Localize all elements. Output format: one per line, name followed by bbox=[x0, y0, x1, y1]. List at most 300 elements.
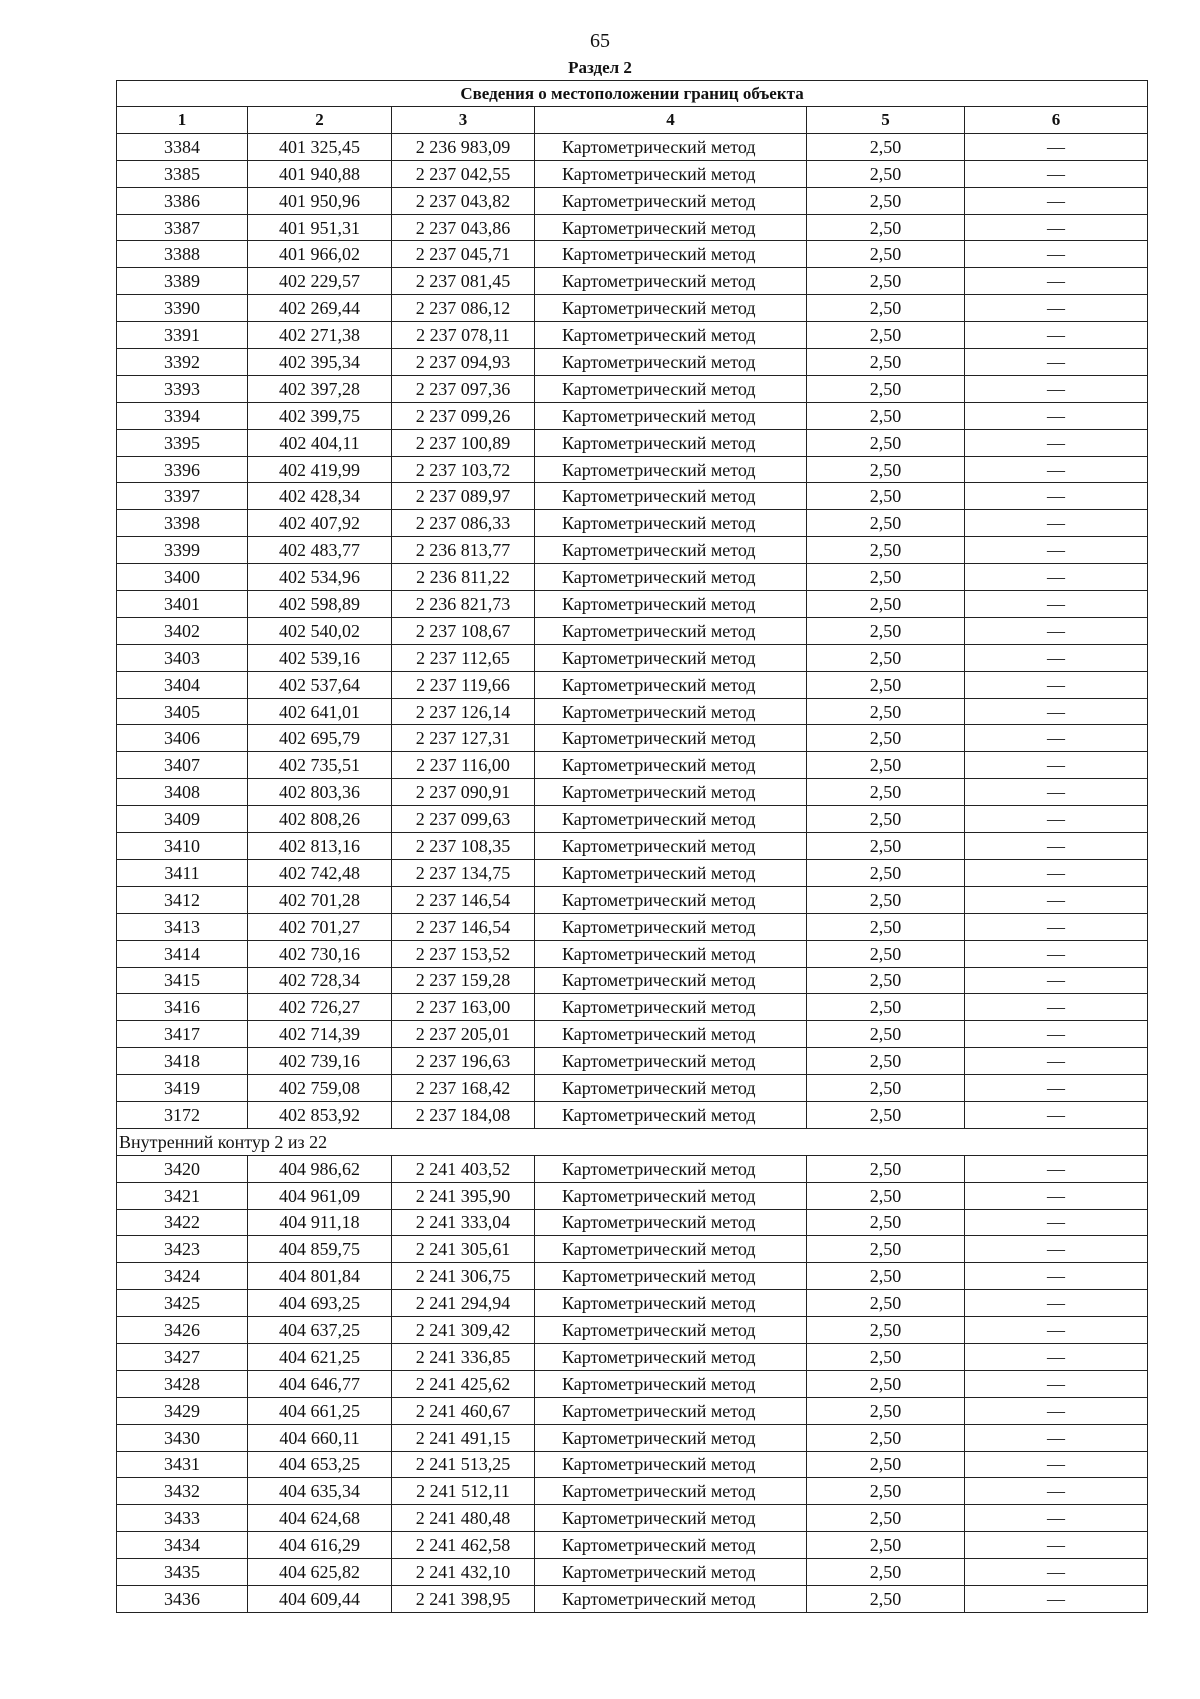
description-cell: — bbox=[965, 1451, 1148, 1478]
y-coordinate-cell: 2 241 398,95 bbox=[392, 1585, 535, 1612]
description-cell: — bbox=[965, 859, 1148, 886]
description-cell: — bbox=[965, 1021, 1148, 1048]
table-row bbox=[117, 913, 1148, 940]
x-coordinate-cell: 402 407,92 bbox=[248, 510, 392, 537]
accuracy-cell: 2,50 bbox=[807, 1290, 965, 1317]
method-cell: Картометрический метод bbox=[535, 1585, 807, 1612]
description-cell: — bbox=[965, 1155, 1148, 1182]
x-coordinate-cell: 404 609,44 bbox=[248, 1585, 392, 1612]
point-number-cell: 3416 bbox=[117, 994, 248, 1021]
method-cell: Картометрический метод bbox=[535, 1317, 807, 1344]
y-coordinate-cell: 2 241 333,04 bbox=[392, 1209, 535, 1236]
table-row bbox=[117, 940, 1148, 967]
accuracy-cell: 2,50 bbox=[807, 1532, 965, 1559]
point-number-cell: 3418 bbox=[117, 1048, 248, 1075]
description-cell: — bbox=[965, 160, 1148, 187]
y-coordinate-cell: 2 241 432,10 bbox=[392, 1559, 535, 1586]
y-coordinate-cell: 2 241 306,75 bbox=[392, 1263, 535, 1290]
table-row bbox=[117, 886, 1148, 913]
method-cell: Картометрический метод bbox=[535, 1478, 807, 1505]
accuracy-cell: 2,50 bbox=[807, 537, 965, 564]
accuracy-cell: 2,50 bbox=[807, 564, 965, 591]
y-coordinate-cell: 2 237 108,67 bbox=[392, 617, 535, 644]
description-cell: — bbox=[965, 1505, 1148, 1532]
table-row bbox=[117, 1397, 1148, 1424]
point-number-cell: 3417 bbox=[117, 1021, 248, 1048]
point-number-cell: 3402 bbox=[117, 617, 248, 644]
accuracy-cell: 2,50 bbox=[807, 214, 965, 241]
accuracy-cell: 2,50 bbox=[807, 1370, 965, 1397]
accuracy-cell: 2,50 bbox=[807, 322, 965, 349]
column-header-5: 5 bbox=[807, 107, 965, 134]
table-row bbox=[117, 1048, 1148, 1075]
accuracy-cell: 2,50 bbox=[807, 1451, 965, 1478]
y-coordinate-cell: 2 236 811,22 bbox=[392, 564, 535, 591]
accuracy-cell: 2,50 bbox=[807, 1236, 965, 1263]
y-coordinate-cell: 2 237 127,31 bbox=[392, 725, 535, 752]
column-number-row bbox=[117, 107, 1148, 134]
point-number-cell: 3401 bbox=[117, 591, 248, 618]
accuracy-cell: 2,50 bbox=[807, 698, 965, 725]
y-coordinate-cell: 2 237 090,91 bbox=[392, 779, 535, 806]
table-row bbox=[117, 1424, 1148, 1451]
table-row bbox=[117, 375, 1148, 402]
description-cell: — bbox=[965, 886, 1148, 913]
accuracy-cell: 2,50 bbox=[807, 644, 965, 671]
y-coordinate-cell: 2 237 099,26 bbox=[392, 402, 535, 429]
table-row bbox=[117, 564, 1148, 591]
point-number-cell: 3433 bbox=[117, 1505, 248, 1532]
description-cell: — bbox=[965, 698, 1148, 725]
description-cell: — bbox=[965, 564, 1148, 591]
y-coordinate-cell: 2 236 983,09 bbox=[392, 133, 535, 160]
description-cell: — bbox=[965, 133, 1148, 160]
table-row bbox=[117, 268, 1148, 295]
description-cell: — bbox=[965, 214, 1148, 241]
point-number-cell: 3430 bbox=[117, 1424, 248, 1451]
x-coordinate-cell: 402 759,08 bbox=[248, 1075, 392, 1102]
y-coordinate-cell: 2 237 119,66 bbox=[392, 671, 535, 698]
table-row bbox=[117, 1209, 1148, 1236]
accuracy-cell: 2,50 bbox=[807, 187, 965, 214]
x-coordinate-cell: 404 621,25 bbox=[248, 1343, 392, 1370]
point-number-cell: 3410 bbox=[117, 833, 248, 860]
description-cell: — bbox=[965, 725, 1148, 752]
x-coordinate-cell: 402 701,27 bbox=[248, 913, 392, 940]
x-coordinate-cell: 401 950,96 bbox=[248, 187, 392, 214]
y-coordinate-cell: 2 237 168,42 bbox=[392, 1075, 535, 1102]
point-number-cell: 3421 bbox=[117, 1182, 248, 1209]
x-coordinate-cell: 402 271,38 bbox=[248, 322, 392, 349]
point-number-cell: 3389 bbox=[117, 268, 248, 295]
accuracy-cell: 2,50 bbox=[807, 1075, 965, 1102]
contour-subheading-row bbox=[117, 1128, 1148, 1155]
accuracy-cell: 2,50 bbox=[807, 1182, 965, 1209]
table-row bbox=[117, 752, 1148, 779]
method-cell: Картометрический метод bbox=[535, 859, 807, 886]
accuracy-cell: 2,50 bbox=[807, 1021, 965, 1048]
accuracy-cell: 2,50 bbox=[807, 806, 965, 833]
method-cell: Картометрический метод bbox=[535, 1075, 807, 1102]
description-cell: — bbox=[965, 1263, 1148, 1290]
y-coordinate-cell: 2 241 403,52 bbox=[392, 1155, 535, 1182]
method-cell: Картометрический метод bbox=[535, 214, 807, 241]
point-number-cell: 3392 bbox=[117, 349, 248, 376]
table-title: Сведения о местоположении границ объекта bbox=[117, 81, 1148, 107]
x-coordinate-cell: 402 641,01 bbox=[248, 698, 392, 725]
method-cell: Картометрический метод bbox=[535, 160, 807, 187]
description-cell: — bbox=[965, 322, 1148, 349]
table-row bbox=[117, 725, 1148, 752]
x-coordinate-cell: 402 730,16 bbox=[248, 940, 392, 967]
accuracy-cell: 2,50 bbox=[807, 1101, 965, 1128]
point-number-cell: 3408 bbox=[117, 779, 248, 806]
description-cell: — bbox=[965, 1048, 1148, 1075]
description-cell: — bbox=[965, 1290, 1148, 1317]
y-coordinate-cell: 2 241 513,25 bbox=[392, 1451, 535, 1478]
point-number-cell: 3428 bbox=[117, 1370, 248, 1397]
table-row bbox=[117, 322, 1148, 349]
x-coordinate-cell: 401 966,02 bbox=[248, 241, 392, 268]
x-coordinate-cell: 404 911,18 bbox=[248, 1209, 392, 1236]
accuracy-cell: 2,50 bbox=[807, 591, 965, 618]
x-coordinate-cell: 404 859,75 bbox=[248, 1236, 392, 1263]
y-coordinate-cell: 2 237 042,55 bbox=[392, 160, 535, 187]
x-coordinate-cell: 402 739,16 bbox=[248, 1048, 392, 1075]
accuracy-cell: 2,50 bbox=[807, 833, 965, 860]
column-header-2: 2 bbox=[248, 107, 392, 134]
x-coordinate-cell: 402 229,57 bbox=[248, 268, 392, 295]
accuracy-cell: 2,50 bbox=[807, 429, 965, 456]
x-coordinate-cell: 404 660,11 bbox=[248, 1424, 392, 1451]
method-cell: Картометрический метод bbox=[535, 483, 807, 510]
x-coordinate-cell: 402 397,28 bbox=[248, 375, 392, 402]
description-cell: — bbox=[965, 1370, 1148, 1397]
x-coordinate-cell: 402 419,99 bbox=[248, 456, 392, 483]
table-row bbox=[117, 1532, 1148, 1559]
point-number-cell: 3386 bbox=[117, 187, 248, 214]
description-cell: — bbox=[965, 1397, 1148, 1424]
y-coordinate-cell: 2 237 134,75 bbox=[392, 859, 535, 886]
description-cell: — bbox=[965, 1075, 1148, 1102]
description-cell: — bbox=[965, 967, 1148, 994]
accuracy-cell: 2,50 bbox=[807, 1317, 965, 1344]
method-cell: Картометрический метод bbox=[535, 1370, 807, 1397]
y-coordinate-cell: 2 241 305,61 bbox=[392, 1236, 535, 1263]
y-coordinate-cell: 2 236 821,73 bbox=[392, 591, 535, 618]
table-row bbox=[117, 617, 1148, 644]
description-cell: — bbox=[965, 1478, 1148, 1505]
description-cell: — bbox=[965, 994, 1148, 1021]
y-coordinate-cell: 2 237 205,01 bbox=[392, 1021, 535, 1048]
table-row bbox=[117, 133, 1148, 160]
point-number-cell: 3384 bbox=[117, 133, 248, 160]
description-cell: — bbox=[965, 644, 1148, 671]
point-number-cell: 3387 bbox=[117, 214, 248, 241]
x-coordinate-cell: 404 625,82 bbox=[248, 1559, 392, 1586]
y-coordinate-cell: 2 237 089,97 bbox=[392, 483, 535, 510]
method-cell: Картометрический метод bbox=[535, 698, 807, 725]
method-cell: Картометрический метод bbox=[535, 940, 807, 967]
method-cell: Картометрический метод bbox=[535, 1343, 807, 1370]
table-row bbox=[117, 1263, 1148, 1290]
table-row bbox=[117, 833, 1148, 860]
x-coordinate-cell: 401 940,88 bbox=[248, 160, 392, 187]
point-number-cell: 3409 bbox=[117, 806, 248, 833]
point-number-cell: 3385 bbox=[117, 160, 248, 187]
point-number-cell: 3427 bbox=[117, 1343, 248, 1370]
point-number-cell: 3414 bbox=[117, 940, 248, 967]
section-title: Раздел 2 bbox=[568, 58, 632, 77]
method-cell: Картометрический метод bbox=[535, 617, 807, 644]
accuracy-cell: 2,50 bbox=[807, 1585, 965, 1612]
x-coordinate-cell: 402 534,96 bbox=[248, 564, 392, 591]
table-row bbox=[117, 994, 1148, 1021]
point-number-cell: 3395 bbox=[117, 429, 248, 456]
table-row bbox=[117, 644, 1148, 671]
method-cell: Картометрический метод bbox=[535, 456, 807, 483]
x-coordinate-cell: 402 701,28 bbox=[248, 886, 392, 913]
method-cell: Картометрический метод bbox=[535, 1236, 807, 1263]
inner-contour-rows bbox=[117, 1155, 1148, 1612]
method-cell: Картометрический метод bbox=[535, 752, 807, 779]
method-cell: Картометрический метод bbox=[535, 133, 807, 160]
table-row bbox=[117, 779, 1148, 806]
accuracy-cell: 2,50 bbox=[807, 1397, 965, 1424]
description-cell: — bbox=[965, 591, 1148, 618]
method-cell: Картометрический метод bbox=[535, 1559, 807, 1586]
method-cell: Картометрический метод bbox=[535, 1155, 807, 1182]
description-cell: — bbox=[965, 241, 1148, 268]
accuracy-cell: 2,50 bbox=[807, 725, 965, 752]
column-header-1: 1 bbox=[117, 107, 248, 134]
accuracy-cell: 2,50 bbox=[807, 483, 965, 510]
accuracy-cell: 2,50 bbox=[807, 967, 965, 994]
table-row bbox=[117, 402, 1148, 429]
x-coordinate-cell: 402 853,92 bbox=[248, 1101, 392, 1128]
y-coordinate-cell: 2 241 491,15 bbox=[392, 1424, 535, 1451]
accuracy-cell: 2,50 bbox=[807, 1424, 965, 1451]
method-cell: Картометрический метод bbox=[535, 591, 807, 618]
accuracy-cell: 2,50 bbox=[807, 1478, 965, 1505]
accuracy-cell: 2,50 bbox=[807, 1048, 965, 1075]
point-number-cell: 3420 bbox=[117, 1155, 248, 1182]
accuracy-cell: 2,50 bbox=[807, 1209, 965, 1236]
table-row bbox=[117, 591, 1148, 618]
x-coordinate-cell: 404 624,68 bbox=[248, 1505, 392, 1532]
table-row bbox=[117, 1451, 1148, 1478]
method-cell: Картометрический метод bbox=[535, 994, 807, 1021]
contour-subheading: Внутренний контур 2 из 22 bbox=[117, 1128, 1148, 1155]
point-number-cell: 3431 bbox=[117, 1451, 248, 1478]
point-number-cell: 3422 bbox=[117, 1209, 248, 1236]
accuracy-cell: 2,50 bbox=[807, 940, 965, 967]
table-row bbox=[117, 671, 1148, 698]
point-number-cell: 3396 bbox=[117, 456, 248, 483]
x-coordinate-cell: 402 803,36 bbox=[248, 779, 392, 806]
point-number-cell: 3394 bbox=[117, 402, 248, 429]
y-coordinate-cell: 2 237 184,08 bbox=[392, 1101, 535, 1128]
y-coordinate-cell: 2 237 159,28 bbox=[392, 967, 535, 994]
x-coordinate-cell: 404 646,77 bbox=[248, 1370, 392, 1397]
x-coordinate-cell: 402 742,48 bbox=[248, 859, 392, 886]
point-number-cell: 3406 bbox=[117, 725, 248, 752]
description-cell: — bbox=[965, 833, 1148, 860]
outer-contour-rows bbox=[117, 133, 1148, 1128]
x-coordinate-cell: 402 483,77 bbox=[248, 537, 392, 564]
x-coordinate-cell: 402 813,16 bbox=[248, 833, 392, 860]
point-number-cell: 3423 bbox=[117, 1236, 248, 1263]
description-cell: — bbox=[965, 268, 1148, 295]
point-number-cell: 3403 bbox=[117, 644, 248, 671]
table-row bbox=[117, 967, 1148, 994]
x-coordinate-cell: 404 635,34 bbox=[248, 1478, 392, 1505]
table-row bbox=[117, 1585, 1148, 1612]
method-cell: Картометрический метод bbox=[535, 886, 807, 913]
point-number-cell: 3391 bbox=[117, 322, 248, 349]
accuracy-cell: 2,50 bbox=[807, 349, 965, 376]
y-coordinate-cell: 2 237 045,71 bbox=[392, 241, 535, 268]
accuracy-cell: 2,50 bbox=[807, 671, 965, 698]
method-cell: Картометрический метод bbox=[535, 295, 807, 322]
x-coordinate-cell: 402 399,75 bbox=[248, 402, 392, 429]
description-cell: — bbox=[965, 779, 1148, 806]
method-cell: Картометрический метод bbox=[535, 1451, 807, 1478]
table-row bbox=[117, 1370, 1148, 1397]
y-coordinate-cell: 2 241 309,42 bbox=[392, 1317, 535, 1344]
table-row bbox=[117, 349, 1148, 376]
description-cell: — bbox=[965, 1209, 1148, 1236]
accuracy-cell: 2,50 bbox=[807, 617, 965, 644]
description-cell: — bbox=[965, 806, 1148, 833]
y-coordinate-cell: 2 237 097,36 bbox=[392, 375, 535, 402]
y-coordinate-cell: 2 237 108,35 bbox=[392, 833, 535, 860]
y-coordinate-cell: 2 237 086,33 bbox=[392, 510, 535, 537]
point-number-cell: 3390 bbox=[117, 295, 248, 322]
x-coordinate-cell: 402 695,79 bbox=[248, 725, 392, 752]
y-coordinate-cell: 2 237 043,82 bbox=[392, 187, 535, 214]
method-cell: Картометрический метод bbox=[535, 1021, 807, 1048]
x-coordinate-cell: 402 726,27 bbox=[248, 994, 392, 1021]
method-cell: Картометрический метод bbox=[535, 1397, 807, 1424]
description-cell: — bbox=[965, 940, 1148, 967]
table-row bbox=[117, 1478, 1148, 1505]
boundary-coordinates-table bbox=[116, 80, 1148, 1613]
method-cell: Картометрический метод bbox=[535, 1290, 807, 1317]
y-coordinate-cell: 2 237 103,72 bbox=[392, 456, 535, 483]
description-cell: — bbox=[965, 402, 1148, 429]
accuracy-cell: 2,50 bbox=[807, 241, 965, 268]
method-cell: Картометрический метод bbox=[535, 1101, 807, 1128]
description-cell: — bbox=[965, 1559, 1148, 1586]
accuracy-cell: 2,50 bbox=[807, 913, 965, 940]
method-cell: Картометрический метод bbox=[535, 913, 807, 940]
accuracy-cell: 2,50 bbox=[807, 456, 965, 483]
description-cell: — bbox=[965, 537, 1148, 564]
point-number-cell: 3172 bbox=[117, 1101, 248, 1128]
accuracy-cell: 2,50 bbox=[807, 268, 965, 295]
accuracy-cell: 2,50 bbox=[807, 133, 965, 160]
table-row bbox=[117, 429, 1148, 456]
accuracy-cell: 2,50 bbox=[807, 779, 965, 806]
y-coordinate-cell: 2 241 395,90 bbox=[392, 1182, 535, 1209]
table-row bbox=[117, 160, 1148, 187]
description-cell: — bbox=[965, 375, 1148, 402]
table-row bbox=[117, 456, 1148, 483]
description-cell: — bbox=[965, 1585, 1148, 1612]
method-cell: Картометрический метод bbox=[535, 644, 807, 671]
description-cell: — bbox=[965, 1101, 1148, 1128]
point-number-cell: 3415 bbox=[117, 967, 248, 994]
y-coordinate-cell: 2 241 294,94 bbox=[392, 1290, 535, 1317]
point-number-cell: 3432 bbox=[117, 1478, 248, 1505]
point-number-cell: 3425 bbox=[117, 1290, 248, 1317]
page-number: 65 bbox=[590, 30, 610, 52]
x-coordinate-cell: 401 951,31 bbox=[248, 214, 392, 241]
x-coordinate-cell: 402 269,44 bbox=[248, 295, 392, 322]
x-coordinate-cell: 402 540,02 bbox=[248, 617, 392, 644]
y-coordinate-cell: 2 241 480,48 bbox=[392, 1505, 535, 1532]
point-number-cell: 3407 bbox=[117, 752, 248, 779]
x-coordinate-cell: 402 714,39 bbox=[248, 1021, 392, 1048]
description-cell: — bbox=[965, 1424, 1148, 1451]
accuracy-cell: 2,50 bbox=[807, 295, 965, 322]
x-coordinate-cell: 404 637,25 bbox=[248, 1317, 392, 1344]
description-cell: — bbox=[965, 752, 1148, 779]
x-coordinate-cell: 402 537,64 bbox=[248, 671, 392, 698]
x-coordinate-cell: 402 598,89 bbox=[248, 591, 392, 618]
method-cell: Картометрический метод bbox=[535, 510, 807, 537]
accuracy-cell: 2,50 bbox=[807, 1263, 965, 1290]
y-coordinate-cell: 2 241 336,85 bbox=[392, 1343, 535, 1370]
point-number-cell: 3399 bbox=[117, 537, 248, 564]
description-cell: — bbox=[965, 295, 1148, 322]
description-cell: — bbox=[965, 671, 1148, 698]
description-cell: — bbox=[965, 483, 1148, 510]
method-cell: Картометрический метод bbox=[535, 1048, 807, 1075]
point-number-cell: 3404 bbox=[117, 671, 248, 698]
method-cell: Картометрический метод bbox=[535, 1532, 807, 1559]
y-coordinate-cell: 2 237 126,14 bbox=[392, 698, 535, 725]
method-cell: Картометрический метод bbox=[535, 806, 807, 833]
table-row bbox=[117, 295, 1148, 322]
table-row bbox=[117, 806, 1148, 833]
y-coordinate-cell: 2 236 813,77 bbox=[392, 537, 535, 564]
y-coordinate-cell: 2 241 425,62 bbox=[392, 1370, 535, 1397]
description-cell: — bbox=[965, 429, 1148, 456]
column-header-3: 3 bbox=[392, 107, 535, 134]
accuracy-cell: 2,50 bbox=[807, 1505, 965, 1532]
column-header-6: 6 bbox=[965, 107, 1148, 134]
description-cell: — bbox=[965, 1317, 1148, 1344]
point-number-cell: 3411 bbox=[117, 859, 248, 886]
x-coordinate-cell: 404 661,25 bbox=[248, 1397, 392, 1424]
method-cell: Картометрический метод bbox=[535, 779, 807, 806]
method-cell: Картометрический метод bbox=[535, 241, 807, 268]
method-cell: Картометрический метод bbox=[535, 564, 807, 591]
y-coordinate-cell: 2 237 094,93 bbox=[392, 349, 535, 376]
table-row bbox=[117, 1236, 1148, 1263]
method-cell: Картометрический метод bbox=[535, 833, 807, 860]
y-coordinate-cell: 2 237 116,00 bbox=[392, 752, 535, 779]
table-row bbox=[117, 1021, 1148, 1048]
table-row bbox=[117, 483, 1148, 510]
accuracy-cell: 2,50 bbox=[807, 886, 965, 913]
x-coordinate-cell: 402 428,34 bbox=[248, 483, 392, 510]
point-number-cell: 3388 bbox=[117, 241, 248, 268]
point-number-cell: 3429 bbox=[117, 1397, 248, 1424]
y-coordinate-cell: 2 241 462,58 bbox=[392, 1532, 535, 1559]
